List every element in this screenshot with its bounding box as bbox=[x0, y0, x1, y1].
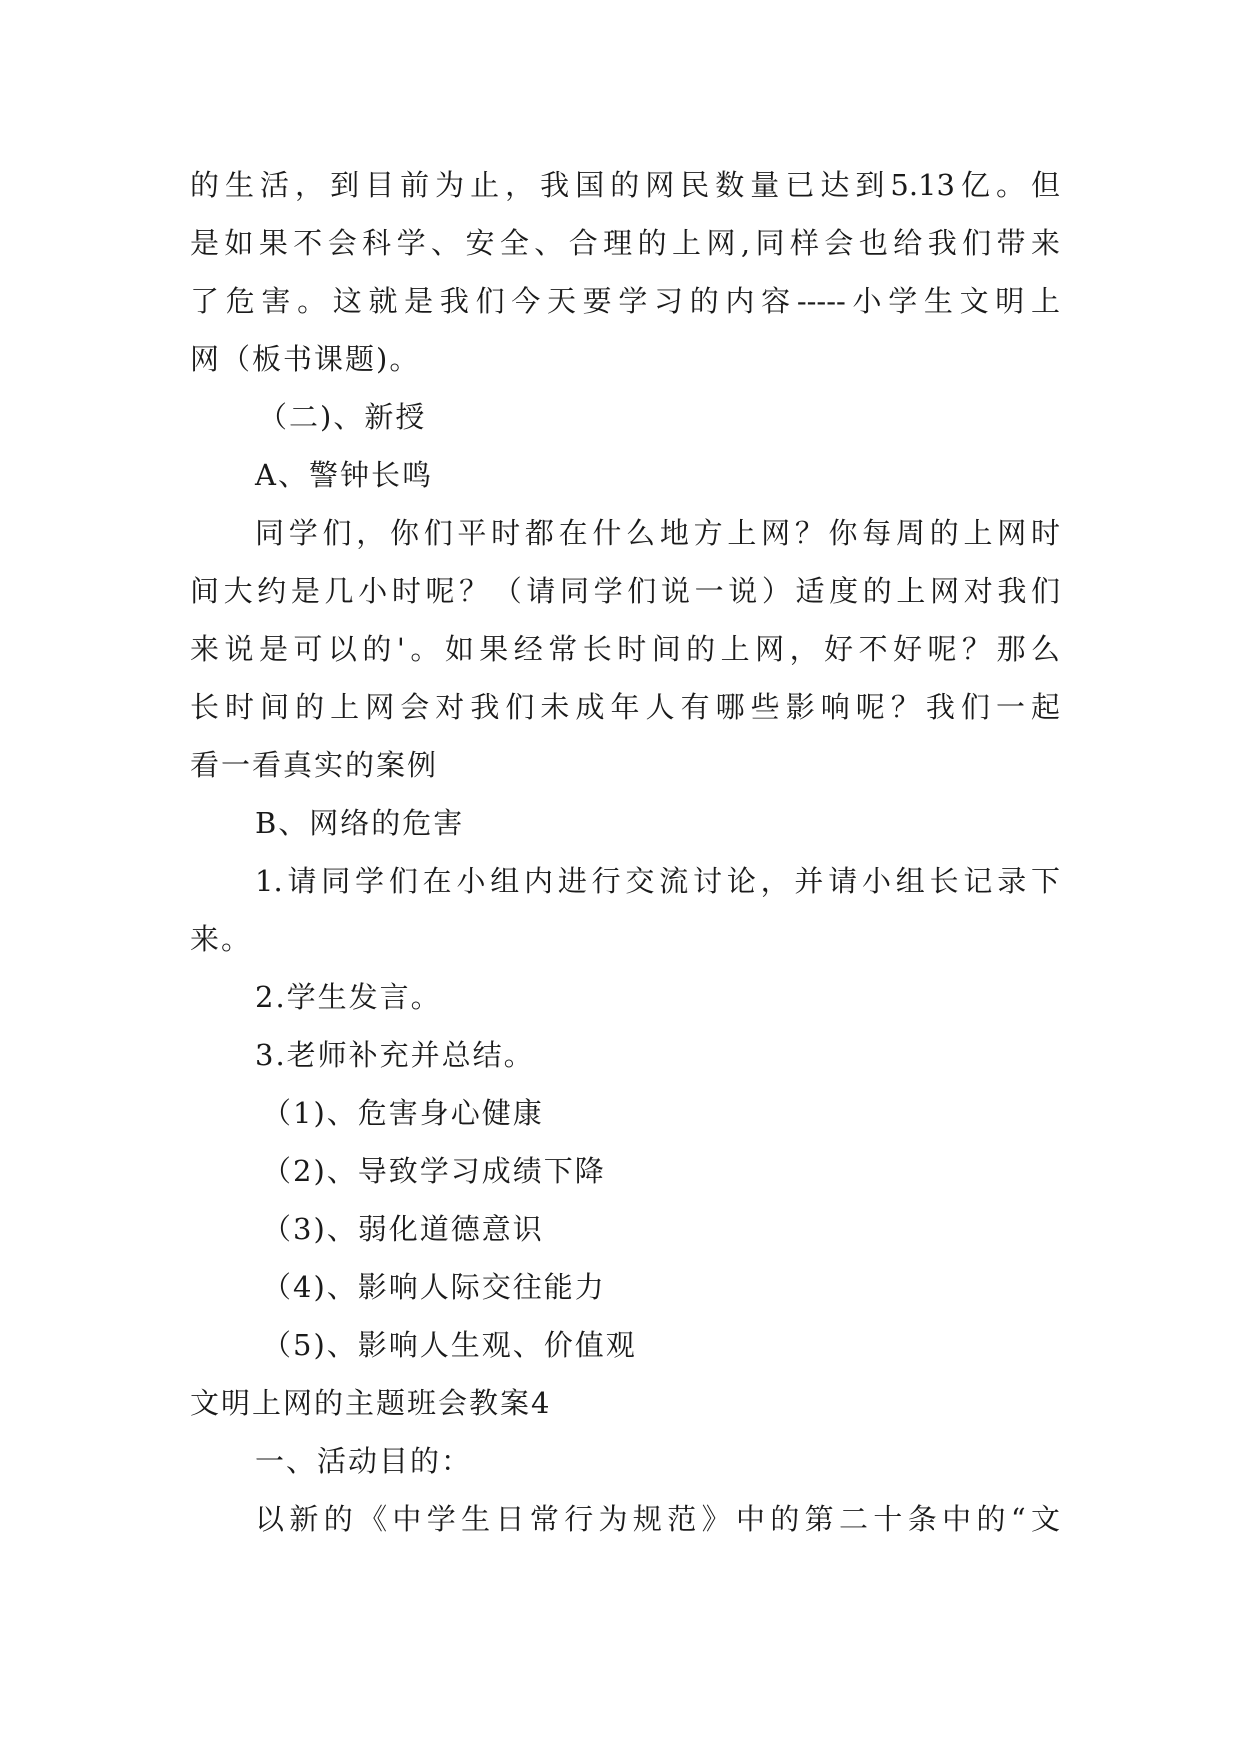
paragraph-line: 同学们，你们平时都在什么地方上网？你每周的上网时 bbox=[255, 516, 1060, 550]
list-item: 1.请同学们在小组内进行交流讨论，并请小组长记录下 bbox=[255, 864, 1060, 898]
paragraph-line: 来。 bbox=[190, 922, 253, 956]
paragraph-line: 以新的《中学生日常行为规范》中的第二十条中的“文 bbox=[255, 1502, 1060, 1536]
list-item: （3)、弱化道德意识 bbox=[262, 1212, 544, 1246]
paragraph-line: 间大约是几小时呢？（请同学们说一说）适度的上网对我们 bbox=[190, 574, 1060, 608]
paragraph-line: 是如果不会科学、安全、合理的上网,同样会也给我们带来 bbox=[190, 226, 1060, 260]
list-item: （5)、影响人生观、价值观 bbox=[262, 1328, 637, 1362]
list-item: （1)、危害身心健康 bbox=[262, 1096, 544, 1130]
paragraph-line: 看一看真实的案例 bbox=[190, 748, 439, 782]
paragraph-line: 网（板书课题)。 bbox=[190, 342, 421, 376]
paragraph-line: 了危害。这就是我们今天要学习的内容-----小学生文明上 bbox=[190, 284, 1060, 318]
section-heading: B、网络的危害 bbox=[255, 806, 465, 840]
section-heading: （二)、新授 bbox=[258, 400, 427, 434]
paragraph-line: 来说是可以的'。如果经常长时间的上网，好不好呢？那么 bbox=[190, 632, 1060, 666]
section-heading: 一、活动目的： bbox=[255, 1444, 473, 1478]
section-heading: A、警钟长鸣 bbox=[255, 458, 433, 492]
list-item: （4)、影响人际交往能力 bbox=[262, 1270, 606, 1304]
paragraph-line: 长时间的上网会对我们未成年人有哪些影响呢？我们一起 bbox=[190, 690, 1060, 724]
paragraph-line: 的生活，到目前为止，我国的网民数量已达到5.13亿。但 bbox=[190, 168, 1060, 202]
list-item: 3.老师补充并总结。 bbox=[255, 1038, 535, 1072]
document-heading: 文明上网的主题班会教案4 bbox=[190, 1386, 552, 1420]
list-item: （2)、导致学习成绩下降 bbox=[262, 1154, 606, 1188]
list-item: 2.学生发言。 bbox=[255, 980, 442, 1014]
